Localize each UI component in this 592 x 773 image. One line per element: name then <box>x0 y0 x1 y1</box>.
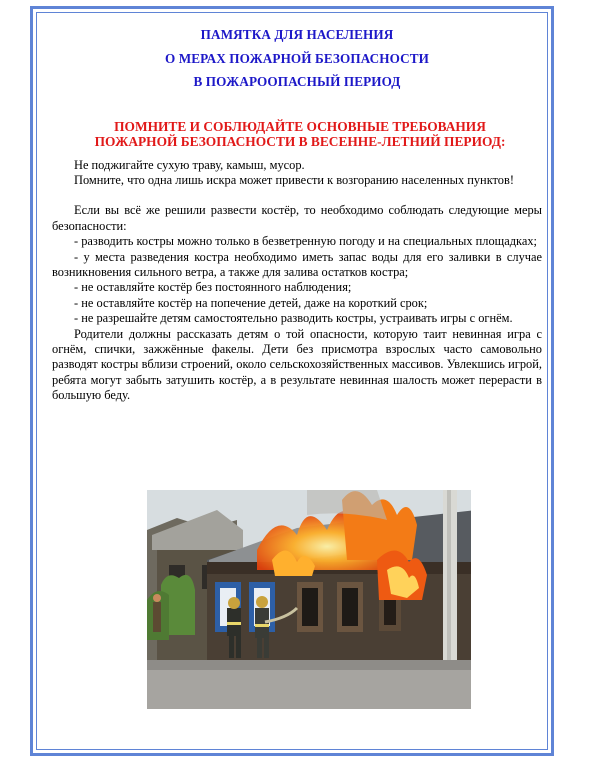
title-line-1: ПАМЯТКА ДЛЯ НАСЕЛЕНИЯ <box>200 27 394 42</box>
rule-not-children-care: - не оставляйте костёр на попечение детей, даже на короткий срок; <box>74 295 428 310</box>
memo-title <box>52 23 542 94</box>
title-line-3: В ПОЖАРООПАСНЫЙ ПЕРИОД <box>193 74 401 89</box>
paragraph-no-burning: Не поджигайте сухую траву, камыш, мусор. <box>74 157 305 172</box>
rule-no-children-fire-games: - не разрешайте детям самостоятельно разводить костры, устраивать игры с огнём. <box>74 311 513 326</box>
rule-windless-weather: - разводить костры можно только в безветренную погоду и на специальных площадках; <box>74 234 537 249</box>
memo-body <box>52 158 542 404</box>
rule-water-supply: - у места разведения костра необходимо иметь запас воды для его заливки в случае возникновения сильного ветра, а также для залива остатков костра; <box>52 249 542 279</box>
subtitle-line-2: ПОЖАРНОЙ БЕЗОПАСНОСТИ В ВЕСЕННЕ-ЛЕТНИЙ ПЕРИОД: <box>94 133 506 149</box>
paragraph-bonfire-intro: Если вы всё же решили развести костёр, то необходимо соблюдать следующие меры безопасности: <box>52 203 542 233</box>
title-line-2: О МЕРАХ ПОЖАРНОЙ БЕЗОПАСНОСТИ <box>164 50 430 66</box>
rule-no-unattended: - не оставляйте костёр без постоянного наблюдения; <box>74 280 352 295</box>
house-fire-illustration <box>147 490 471 709</box>
memo-content <box>52 14 542 404</box>
house-fire-photo <box>147 490 471 709</box>
paragraph-spark-warning: Помните, что одна лишь искра может привести к возгоранию населенных пунктов! <box>74 172 514 187</box>
memo-subtitle <box>52 119 542 149</box>
paragraph-parents: Родители должны рассказать детям о той опасности, которую таит невинная игра с огнём, спички, зажжённые факелы. Дети без присмотра взрослых часто самовольно разводят костры вблизи строений, около сельскохозяйственных массивов. Увлекшись игрой, ребята могут забыть затушить костёр, а в результате невинная шалость может перерасти в большую беду. <box>52 326 542 403</box>
subtitle-line-1: ПОМНИТЕ И СОБЛЮДАЙТЕ ОСНОВНЫЕ ТРЕБОВАНИЯ <box>114 118 486 134</box>
